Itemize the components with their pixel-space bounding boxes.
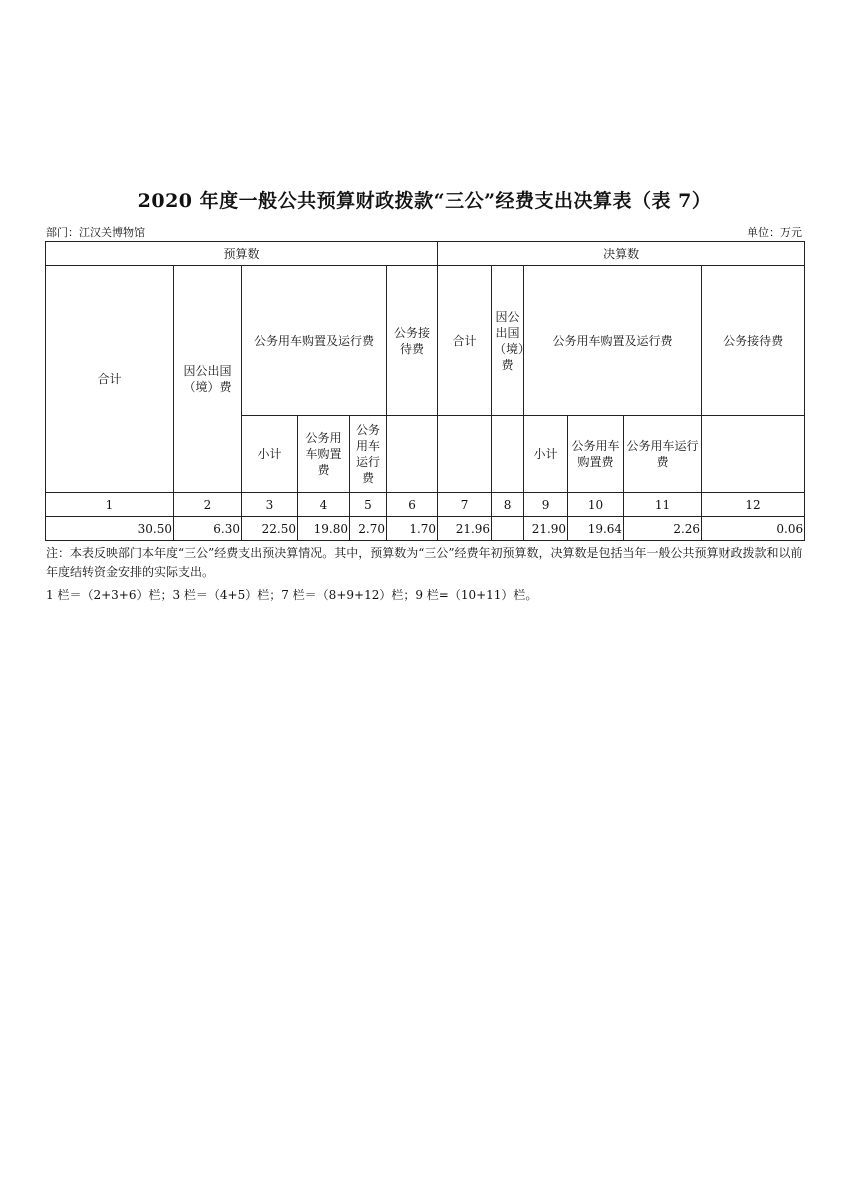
final-total-empty-cell	[438, 416, 492, 493]
final-car-operation-header: 公务用车运行费	[624, 416, 702, 493]
value-cell: 1.70	[387, 517, 438, 541]
value-cell: 19.64	[568, 517, 624, 541]
column-number-row	[46, 493, 805, 517]
final-car-subtotal-header: 小计	[524, 416, 568, 493]
value-cell: 19.80	[298, 517, 350, 541]
budget-group-header: 预算数	[46, 242, 438, 266]
group-header-row	[46, 242, 805, 266]
formula-text: 1 栏＝（2+3+6）栏；3 栏＝（4+5）栏；7 栏＝（8+9+12）栏；9 栏=（10+11）栏。	[46, 588, 538, 602]
value-cell: 30.50	[46, 517, 174, 541]
column-number: 6	[387, 493, 438, 517]
column-number: 7	[438, 493, 492, 517]
notes-section	[46, 544, 806, 605]
column-number: 5	[350, 493, 387, 517]
value-cell: 6.30	[174, 517, 242, 541]
final-abroad-header: 因公出国（境）费	[492, 266, 524, 416]
final-reception-header: 公务接待费	[702, 266, 805, 416]
page-title: 2020 年度一般公共预算财政拨款“三公”经费支出决算表（表 7）	[137, 190, 712, 212]
budget-car-subtotal-header: 小计	[242, 416, 298, 493]
final-group-header: 决算数	[438, 242, 805, 266]
budget-car-operation-header: 公务用车运行费	[350, 416, 387, 493]
column-number: 11	[624, 493, 702, 517]
value-cell: 22.50	[242, 517, 298, 541]
budget-reception-empty-cell	[387, 416, 438, 493]
budget-car-header: 公务用车购置及运行费	[242, 266, 387, 416]
value-cell: 2.70	[350, 517, 387, 541]
unit-label: 单位：万元	[747, 226, 802, 239]
column-number: 4	[298, 493, 350, 517]
note-text: 注：本表反映部门本年度“三公”经费支出预决算情况。其中，预算数为“三公”经费年初预算数，决算数是包括当年一般公共预算财政拨款和以前年度结转资金安排的实际支出。	[46, 546, 803, 579]
column-number: 2	[174, 493, 242, 517]
final-car-purchase-header: 公务用车购置费	[568, 416, 624, 493]
value-row	[46, 517, 805, 541]
budget-reception-header: 公务接待费	[387, 266, 438, 416]
budget-total-header: 合计	[46, 266, 174, 493]
column-number: 9	[524, 493, 568, 517]
department-label: 部门：江汉关博物馆	[46, 226, 145, 239]
column-number: 1	[46, 493, 174, 517]
column-header-row	[46, 266, 805, 416]
column-number: 8	[492, 493, 524, 517]
final-reception-empty-cell	[702, 416, 805, 493]
expense-table	[45, 241, 805, 541]
value-cell: 0.06	[702, 517, 805, 541]
budget-abroad-header: 因公出国（境）费	[174, 266, 242, 493]
value-cell	[492, 517, 524, 541]
final-car-header: 公务用车购置及运行费	[524, 266, 702, 416]
value-cell: 21.90	[524, 517, 568, 541]
final-total-header: 合计	[438, 266, 492, 416]
value-cell: 21.96	[438, 517, 492, 541]
value-cell: 2.26	[624, 517, 702, 541]
column-number: 10	[568, 493, 624, 517]
column-number: 3	[242, 493, 298, 517]
column-number: 12	[702, 493, 805, 517]
budget-car-purchase-header: 公务用车购置费	[298, 416, 350, 493]
final-abroad-empty-cell	[492, 416, 524, 493]
